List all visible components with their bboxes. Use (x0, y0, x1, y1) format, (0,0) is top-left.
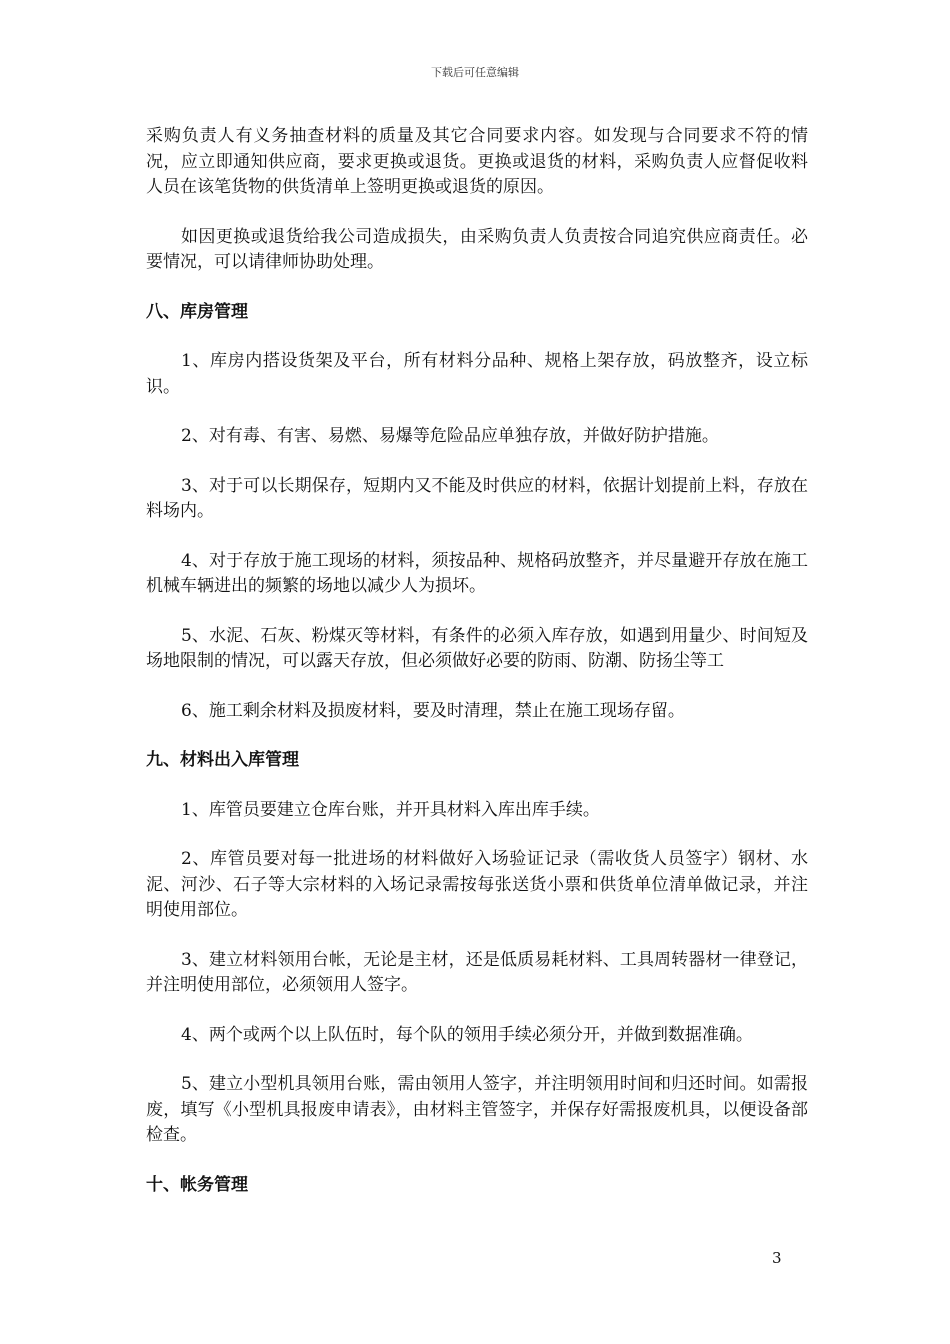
section-heading: 九、材料出入库管理 (146, 750, 299, 770)
list-item: 4、对于存放于施工现场的材料，须按品种、规格码放整齐，并尽量避开存放在施工机械车辆进出的频繁的场地以减少人为损坏。 (146, 550, 808, 596)
list-item: 6、施工剩余材料及损废材料，要及时清理，禁止在施工现场存留。 (181, 700, 685, 721)
list-item: 2、库管员要对每一批进场的材料做好入场验证记录（需收货人员签字）钢材、水泥、河沙、石子等大宗材料的入场记录需按每张送货小票和供货单位清单做记录，并注明使用部位。 (146, 849, 808, 920)
section-heading: 八、库房管理 (146, 301, 248, 322)
section-heading: 十、帐务管理 (146, 1174, 248, 1195)
page-number: 3 (772, 1249, 782, 1267)
list-item: 3、建立材料领用台帐，无论是主材，还是低质易耗材料、工具周转器材一律登记，并注明使用部位，必须领用人签字。 (146, 949, 808, 995)
page-header: 下载后可任意编辑 (431, 66, 519, 79)
list-item: 5、水泥、石灰、粉煤灭等材料，有条件的必须入库存放，如遇到用量少、时间短及场地限制的情况，可以露天存放，但必须做好必要的防雨、防潮、防扬尘等工 (146, 625, 808, 671)
list-item: 3、对于可以长期保存，短期内又不能及时供应的材料，依据计划提前上料，存放在料场内。 (146, 475, 808, 521)
list-item: 4、两个或两个以上队伍时，每个队的领用手续必须分开，并做到数据准确。 (181, 1024, 753, 1045)
paragraph: 如因更换或退货给我公司造成损失，由采购负责人负责按合同追究供应商责任。必要情况，可以请律师协助处理。 (146, 226, 808, 272)
list-item: 1、库房内搭设货架及平台，所有材料分品种、规格上架存放，码放整齐，设立标识。 (146, 351, 808, 397)
list-item: 1、库管员要建立仓库台账，并开具材料入库出库手续。 (181, 799, 600, 820)
document-body (146, 124, 808, 1222)
paragraph: 采购负责人有义务抽查材料的质量及其它合同要求内容。如发现与合同要求不符的情况，应立即通知供应商，要求更换或退货。更换或退货的材料，采购负责人应督促收料人员在该笔货物的供货清单上签明更换或退货的原因。 (146, 126, 808, 197)
list-item: 2、对有毒、有害、易燃、易爆等危险品应单独存放，并做好防护措施。 (181, 426, 719, 446)
list-item: 5、建立小型机具领用台账，需由领用人签字，并注明领用时间和归还时间。如需报废，填写《小型机具报废申请表》，由材料主管签字，并保存好需报废机具，以便设备部检查。 (146, 1074, 808, 1145)
